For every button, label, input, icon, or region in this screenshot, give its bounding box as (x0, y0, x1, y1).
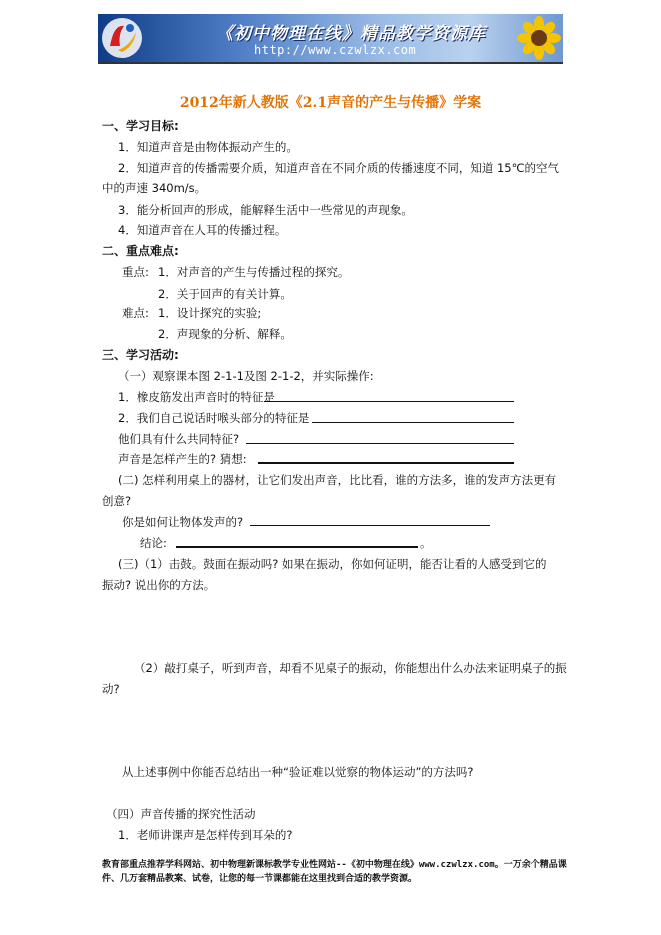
section1-heading: 一、学习目标: (102, 119, 179, 133)
header-banner (98, 14, 563, 64)
section2-heading: 二、重点难点: (102, 244, 179, 258)
answer-blank-5[interactable] (250, 525, 490, 526)
activity-3b-line2: 动? (102, 682, 120, 696)
objective-3: 3．能分析回声的形成，能解释生活中一些常见的声现象。 (118, 203, 413, 217)
page-footer: 教育部重点推荐学科网站、初中物理新课标教学专业性网站--《初中物理在线》www.czwlzx.com。一万余个精品课件、几万套精品教案、试卷，让您的每一节课都能在这里找到合适的教学资源。 (102, 860, 567, 884)
key-points-label: 重点: (122, 265, 149, 279)
question-how-make-sound: 你是如何让物体发声的? (122, 515, 244, 529)
banner-url: http://www.czwlzx.com (254, 43, 417, 57)
answer-blank-4[interactable] (258, 462, 514, 464)
conclusion-label: 结论: (140, 536, 167, 550)
activity-3-line2: 振动? 说出你的方法。 (102, 578, 216, 592)
section3-heading: 三、学习活动: (102, 348, 179, 362)
site-logo-icon (100, 16, 144, 60)
question-rubber-band: 1．橡皮筋发出声音时的特征是 (118, 390, 275, 404)
answer-blank-1[interactable] (264, 401, 514, 402)
activity-1-heading: （一）观察课本图 2-1-1及图 2-1-2，并实际操作: (118, 369, 374, 383)
activity-4-question-1: 1．老师讲课声是怎样传到耳朵的? (118, 828, 293, 842)
activity-4-heading: （四）声音传播的探究性活动 (106, 807, 256, 821)
activity-3-line1: (三)（1）击鼓。鼓面在振动吗? 如果在振动，你如何证明，能否让看的人感受到它的 (118, 557, 547, 571)
question-throat: 2．我们自己说话时喉头部分的特征是 (118, 411, 310, 425)
conclusion-period: 。 (420, 536, 432, 550)
activity-2-line2: 创意? (102, 494, 132, 508)
activity-2-line1: (二) 怎样利用桌上的器材，让它们发出声音，比比看，谁的方法多，谁的发声方法更有 (118, 473, 557, 487)
question-how-sound-produced: 声音是怎样产生的? 猜想: (118, 452, 247, 466)
question-common-feature: 他们具有什么共同特征? (118, 432, 240, 446)
key-point-1: 1．对声音的产生与传播过程的探究。 (158, 265, 350, 279)
difficult-points-label: 难点: (122, 306, 149, 320)
objective-2: 2．知道声音的传播需要介质，知道声音在不同介质的传播速度不同，知道 15℃的空气 (118, 161, 560, 175)
objective-2-cont: 中的声速 340m/s。 (102, 181, 207, 195)
answer-blank-3[interactable] (246, 443, 514, 444)
answer-blank-2[interactable] (312, 422, 514, 423)
activity-3b-line1: （2）敲打桌子，听到声音，却看不见桌子的振动，你能想出什么办法来证明桌子的振 (134, 661, 567, 675)
difficult-point-1: 1．设计探究的实验; (158, 306, 262, 320)
banner-title: 《初中物理在线》精品教学资源库 (216, 24, 486, 44)
summary-question: 从上述事例中你能否总结出一种“验证难以觉察的物体运动”的方法吗? (122, 765, 474, 779)
key-point-2: 2．关于回声的有关计算。 (158, 287, 292, 301)
document-title: 2012年新人教版《2.1声音的产生与传播》学案 (179, 95, 482, 111)
objective-1: 1．知道声音是由物体振动产生的。 (118, 140, 298, 154)
conclusion-blank[interactable] (176, 546, 418, 548)
objective-4: 4．知道声音在人耳的传播过程。 (118, 223, 287, 237)
sunflower-icon (517, 16, 561, 60)
difficult-point-2: 2．声现象的分析、解释。 (158, 327, 292, 341)
